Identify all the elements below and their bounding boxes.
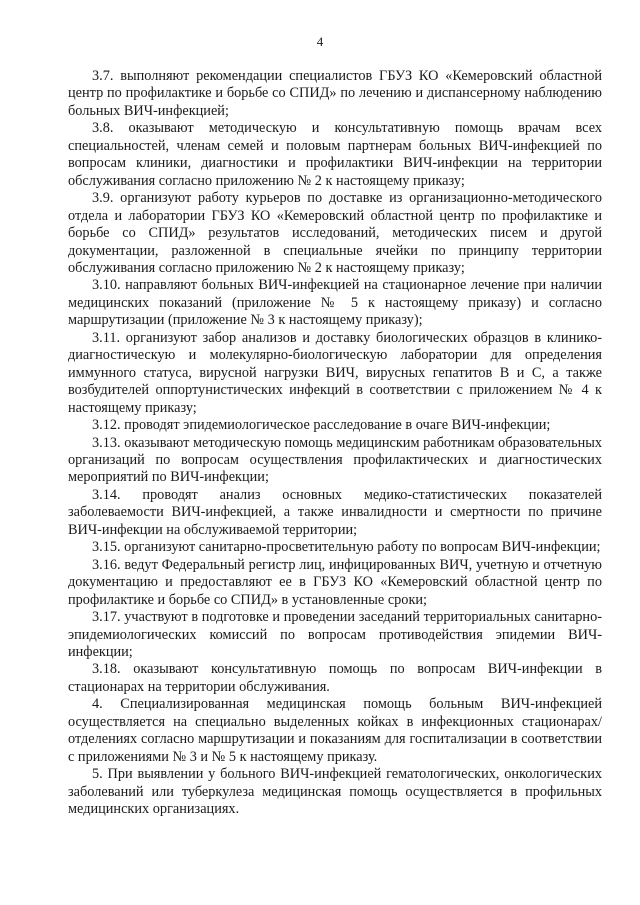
paragraph-3-8: 3.8. оказывают методическую и консультативную помощь врачам всех специальностей, членам семей и половым партнерам больных ВИЧ-инфекцией по вопросам клиники, диагностики и профилактики ВИЧ-инфекции на территории обслуживания согласно приложению № 2 к настоящему приказу; (68, 120, 602, 189)
paragraph-4: 4. Специализированная медицинская помощь больным ВИЧ-инфекцией осуществляется на специально выделенных койках в инфекционных стационарах/отделениях согласно маршрутизации и показаниям для госпитализации в соответствии с приложениями № 3 и № 5 к настоящему приказу. (68, 696, 602, 765)
paragraph-3-17: 3.17. участвуют в подготовке и проведении заседаний территориальных санитарно-эпидемиологических комиссий по вопросам противодействия эпидемии ВИЧ-инфекции; (68, 609, 602, 660)
paragraph-3-14: 3.14. проводят анализ основных медико-статистических показателей заболеваемости ВИЧ-инфекцией, а также инвалидности и смертности по причине ВИЧ-инфекции на обслуживаемой территории; (68, 486, 602, 538)
paragraph-3-16: 3.16. ведут Федеральный регистр лиц, инфицированных ВИЧ, учетную и отчетную документацию и предоставляют ее в ГБУЗ КО «Кемеровский областной центр по профилактике и борьбе со СПИД» в установленные сроки; (68, 556, 602, 608)
paragraph-3-7: 3.7. выполняют рекомендации специалистов ГБУЗ КО «Кемеровский областной центр по профилактике и борьбе со СПИД» по лечению и диспансерному наблюдению больных ВИЧ-инфекцией; (68, 68, 602, 119)
paragraph-3-9: 3.9. организуют работу курьеров по доставке из организационно-методического отдела и лаборатории ГБУЗ КО «Кемеровский областной центр по профилактике и борьбе со СПИД» результатов исследований, методических писем и другой документации, разложенной в специальные ячейки по принципу территории обслуживания согласно приложению № 2 к настоящему приказу; (68, 190, 602, 276)
paragraph-3-12: 3.12. проводят эпидемиологическое расследование в очаге ВИЧ-инфекции; (92, 417, 551, 434)
page-number: 4 (316, 34, 324, 49)
paragraph-3-10: 3.10. направляют больных ВИЧ-инфекцией на стационарное лечение при наличии медицинских показаний (приложение № 5 к настоящему приказу) и согласно маршрутизации (приложение № 3 к настоящему приказу); (68, 277, 602, 329)
paragraph-3-18: 3.18. оказывают консультативную помощь по вопросам ВИЧ-инфекции в стационарах на территории обслуживания. (68, 661, 602, 695)
document-body (68, 68, 602, 818)
paragraph-3-11: 3.11. организуют забор анализов и доставку биологических образцов в клинико-диагностическую и молекулярно-биологическую лаборатории для определения иммунного статуса, вирусной нагрузки ВИЧ, вирусных гепатитов В и С, а также возбудителей оппортунистических инфекций в соответствии с приложением № 4 к настоящему приказу; (68, 329, 602, 416)
paragraph-5: 5. При выявлении у больного ВИЧ-инфекцией гематологических, онкологических заболеваний или туберкулеза медицинская помощь осуществляется в профильных медицинских организациях. (68, 766, 602, 818)
paragraph-3-13: 3.13. оказывают методическую помощь медицинским работникам образовательных организаций по вопросам осуществления профилактических и диагностических мероприятий по ВИЧ-инфекции; (68, 434, 602, 486)
paragraph-3-15: 3.15. организуют санитарно-просветительную работу по вопросам ВИЧ-инфекции; (92, 539, 601, 556)
